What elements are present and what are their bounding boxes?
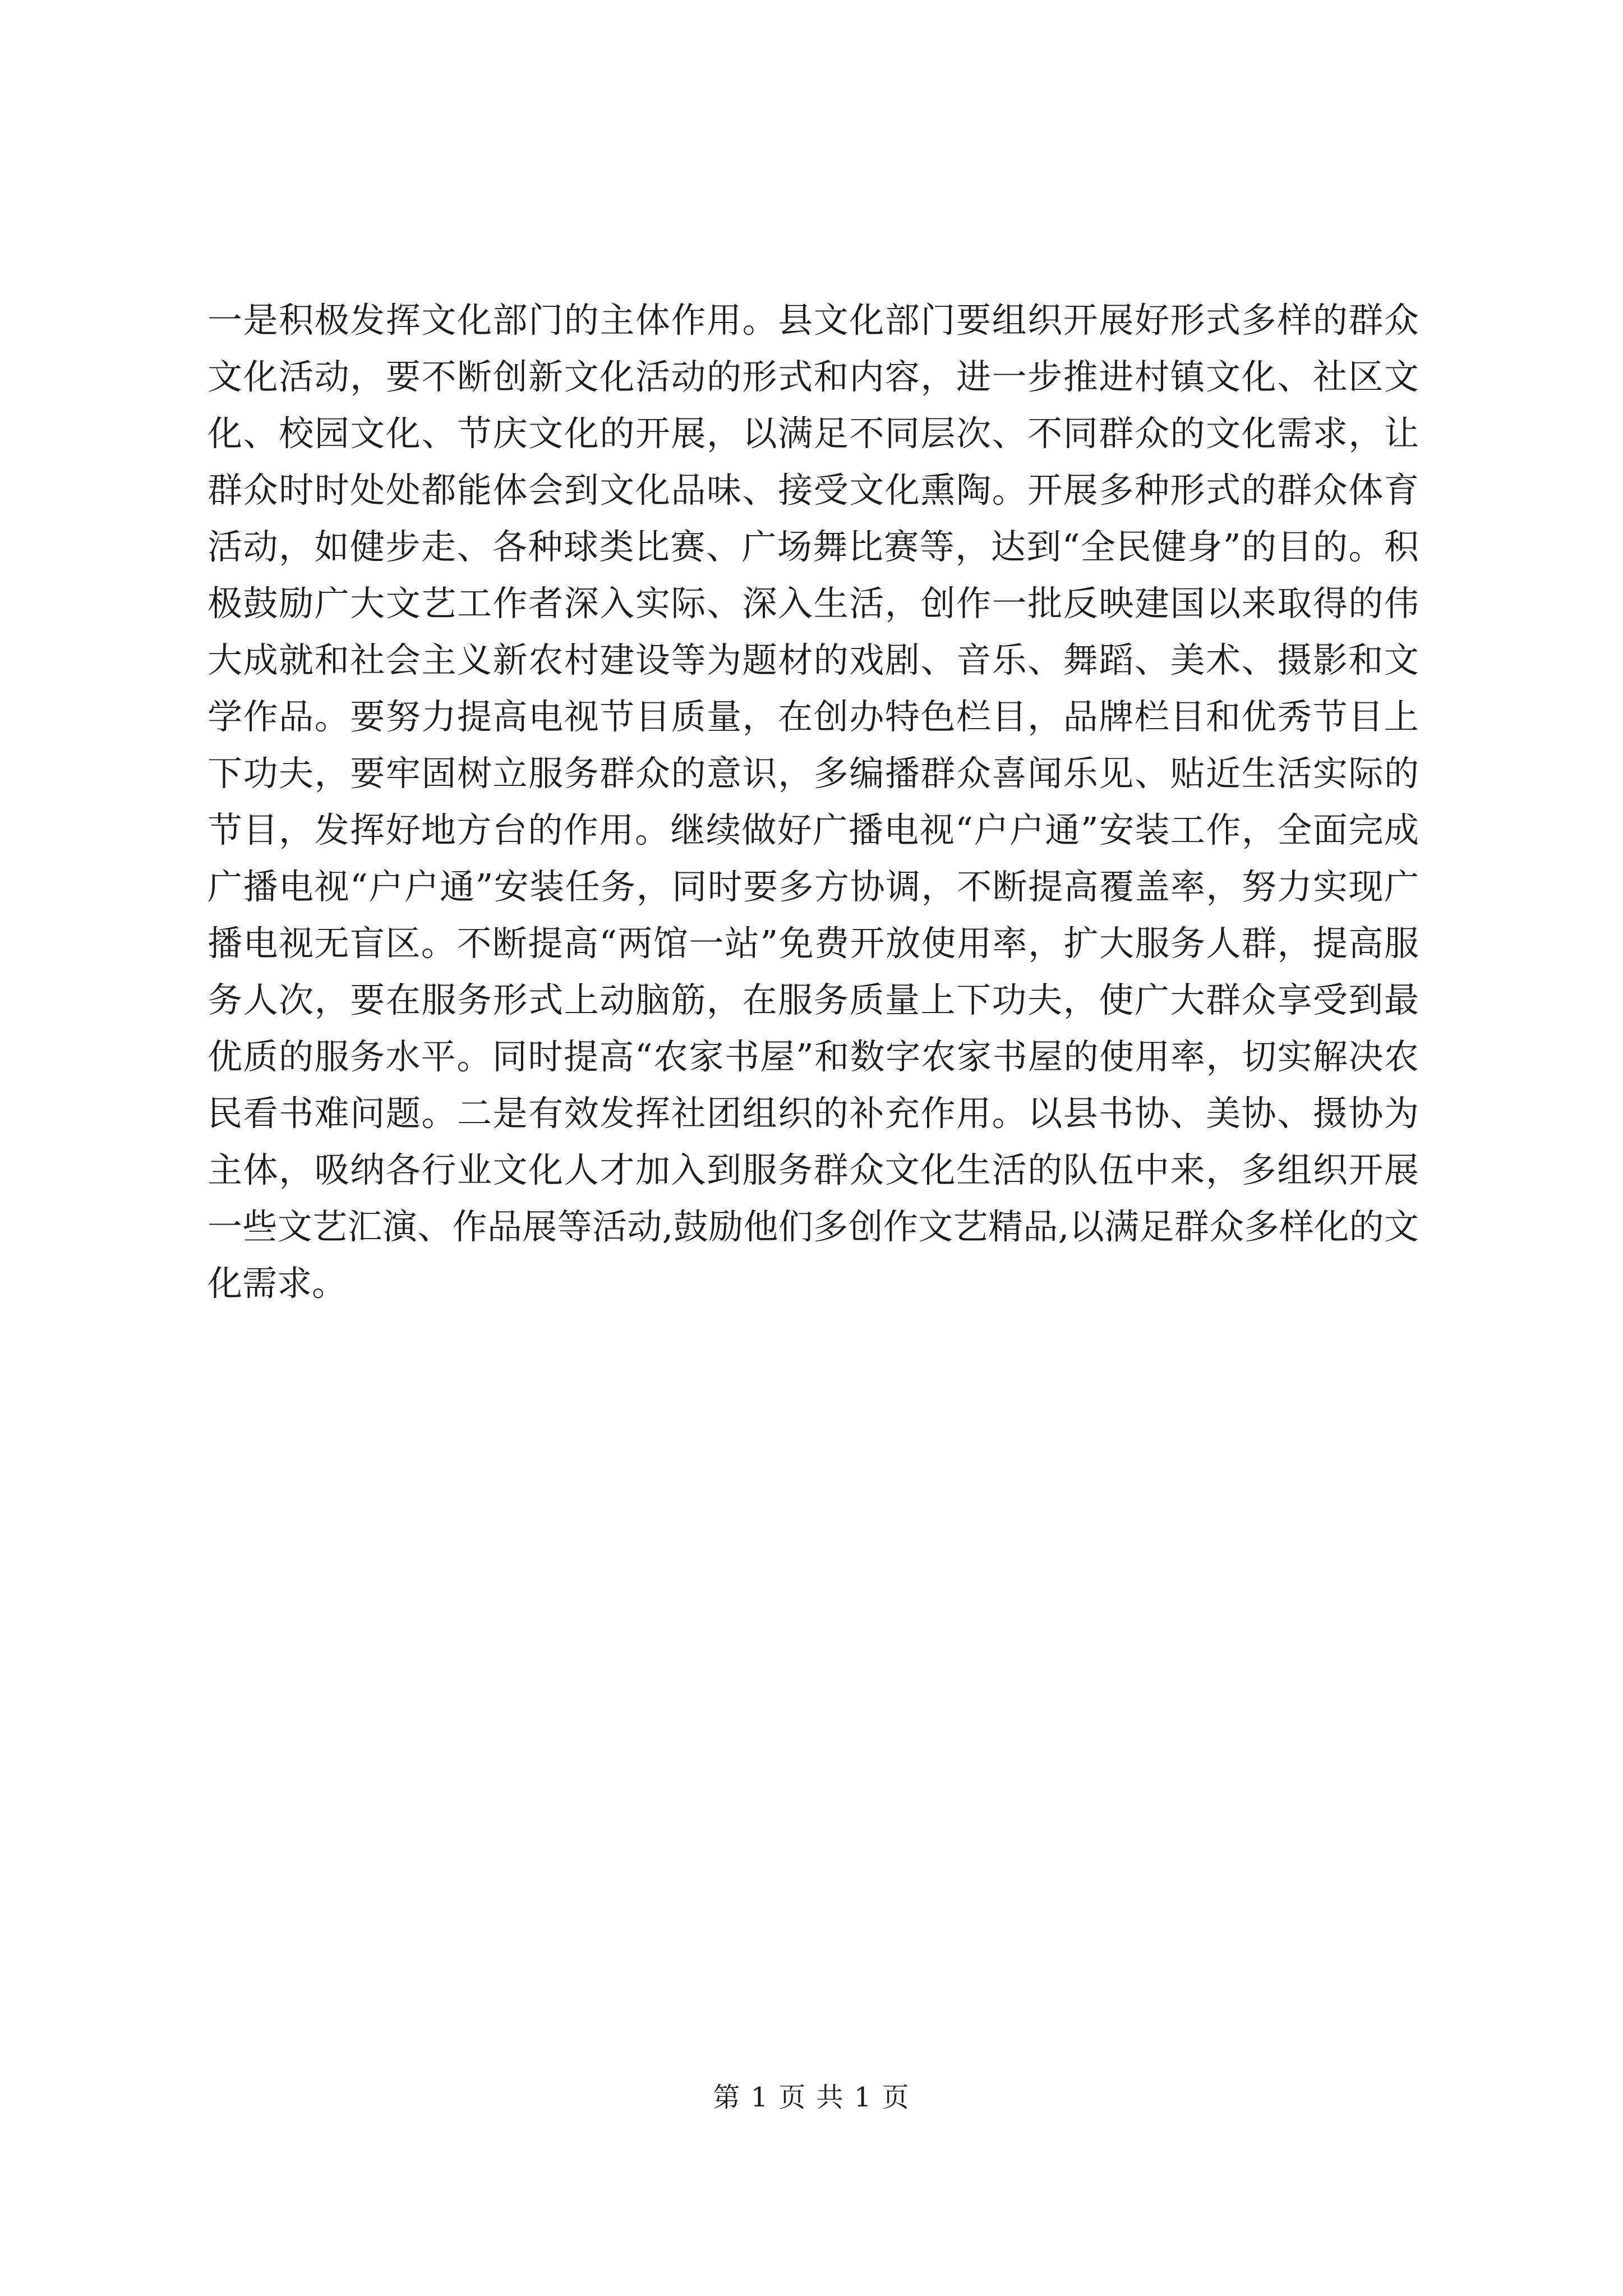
page-footer [0, 2076, 1623, 2114]
document-body [208, 292, 1419, 1312]
page-number-label: 第 1 页 共 1 页 [713, 2082, 910, 2113]
body-paragraph: 一是积极发挥文化部门的主体作用。县文化部门要组织开展好形式多样的群众文化活动，要不断创新文化活动的形式和内容，进一步推进村镇文化、社区文化、校园文化、节庆文化的开展，以满足不同层次、不同群众的文化需求，让群众时时处处都能体会到文化品味、接受文化熏陶。开展多种形式的群众体育活动，如健步走、各种球类比赛、广场舞比赛等，达到“全民健身”的目的。积极鼓励广大文艺工作者深入实际、深入生活，创作一批反映建国以来取得的伟大成就和社会主义新农村建设等为题材的戏剧、音乐、舞蹈、美术、摄影和文学作品。要努力提高电视节目质量，在创办特色栏目，品牌栏目和优秀节目上下功夫，要牢固树立服务群众的意识，多编播群众喜闻乐见、贴近生活实际的节目，发挥好地方台的作用。继续做好广播电视“户户通”安装工作，全面完成广播电视“户户通”安装任务，同时要多方协调，不断提高覆盖率，努力实现广播电视无盲区。不断提高“两馆一站”免费开放使用率，扩大服务人群，提高服务人次，要在服务形式上动脑筋，在服务质量上下功夫，使广大群众享受到最优质的服务水平。同时提高“农家书屋”和数字农家书屋的使用率，切实解决农民看书难问题。二是有效发挥社团组织的补充作用。以县书协、美协、摄协为主体，吸纳各行业文化人才加入到服务群众文化生活的队伍中来，多组织开展一些文艺汇演、作品展等活动,鼓励他们多创作文艺精品,以满足群众多样化的文化需求。 [208, 300, 1419, 1304]
